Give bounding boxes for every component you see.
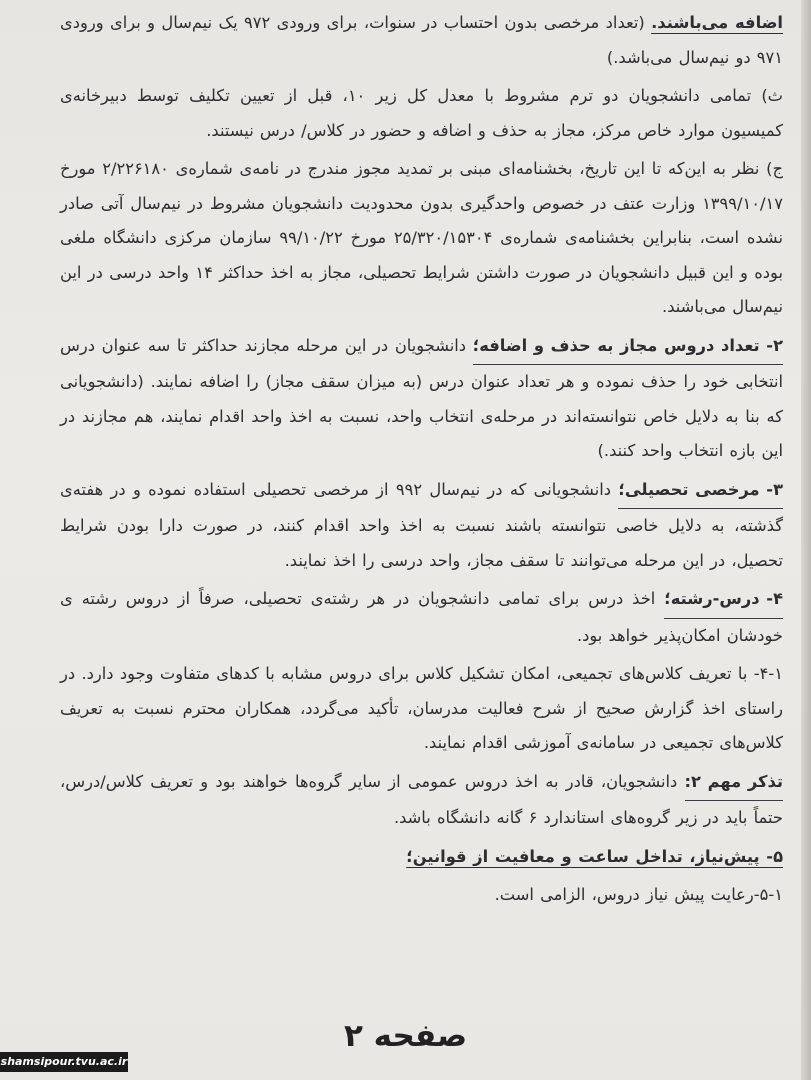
section-4	[60, 582, 783, 653]
intro-text: (تعداد مرخصی بدون احتساب در سنوات، برای ورودی ۹۷۲ یک نیم‌سال و برای ورودی ۹۷۱ دو نیم‌سال می‌باشد.)	[60, 13, 783, 67]
paragraph-th-text: ث) تمامی دانشجویان دو ترم مشروط با معدل کل زیر ۱۰، قبل از تعیین تکلیف توسط دبیرخانه‌ی کمیسیون موارد خاص مرکز، مجاز به حذف و اضافه و حضور در کلاس/ درس نیستند.	[60, 86, 783, 140]
section-4-text: اخذ درس برای تمامی دانشجویان در هر رشته‌ی تحصیلی، صرفاً از دروس رشته ی خودشان امکان‌پذیر خواهد بود.	[60, 589, 783, 645]
section-3	[60, 473, 783, 579]
paragraph-th	[60, 79, 783, 148]
document-body	[60, 6, 783, 917]
section-3-text: دانشجویانی که در نیم‌سال ۹۹۲ از مرخصی تحصیلی استفاده نموده و در هفته‌ی گذشته، به دلایل خاصی نتوانسته باشند نسبت به اخذ واحد اقدام کنند، در صورت دارا بودن شرایط تحصیل، در این مرحله می‌توانند تا سقف مجاز، واحد درسی را اخذ نمایند.	[60, 479, 783, 570]
section-5	[60, 840, 783, 875]
section-2	[60, 329, 783, 469]
paragraph-j-text: ج) نظر به این‌که تا این تاریخ، بخشنامه‌ای مبنی بر تمدید مجوز مندرج در نامه‌ی شماره‌ی ۲/۲۲۶۱۸۰ مورخ ۱۳۹۹/۱۰/۱۷ وزارت عتف در خصوص واحدگیری بدون محدودیت دانشجویان مشروط در نیم‌سال آتی صادر نشده است، بنابراین بخشنامه‌ی شماره‌ی ۲۵/۳۲۰/۱۵۳۰۴ مورخ ۹۹/۱۰/۲۲ سازمان مرکزی دانشگاه ملغی بوده و این قبیل دانشجویان در صورت داشتن شرایط تحصیلی، مجاز به اخذ حداکثر ۱۴ واحد درسی در این نیم‌سال می‌باشند.	[60, 159, 783, 316]
section-2-text: دانشجویان در این مرحله مجازند حداکثر تا سه عنوان درس انتخابی خود را حذف نموده و هر تعداد عنوان درس (به میزان سقف مجاز) را اضافه نمایند. (دانشجویانی که بنا به دلایل خاص نتوانسته‌اند در مرحله‌ی انتخاب واحد، نسبت به اخذ واحد اقدام نمایند، هم مجازند در این بازه انتخاب واحد کنند.)	[60, 335, 783, 460]
section-4-1	[60, 657, 783, 761]
paragraph-j	[60, 152, 783, 325]
intro-lead: اضافه می‌باشند.	[651, 13, 784, 32]
note-2-text: دانشجویان، قادر به اخذ دروس عمومی از سایر گروه‌ها خواهند بود و تعریف کلاس/درس، حتماً باید در زیر گروه‌های استاندارد ۶ گانه دانشگاه باشد.	[60, 771, 783, 827]
section-5-1-text: ۵-۱-رعایت پیش نیاز دروس، الزامی است.	[494, 885, 783, 904]
paragraph-intro	[60, 6, 783, 75]
section-5-heading: ۵- پیش‌نیاز، تداخل ساعت و معافیت از قوانین؛	[406, 846, 783, 866]
section-2-heading: ۲- تعداد دروس مجاز به حذف و اضافه؛	[473, 329, 783, 366]
section-4-heading: ۴- درس-رشته؛	[664, 582, 783, 619]
site-watermark: shamsipour.tvu.ac.ir	[0, 1052, 128, 1072]
section-4-1-text: ۴-۱- با تعریف کلاس‌های تجمیعی، امکان تشکیل کلاس برای دروس مشابه با کدهای متفاوت وجود دارد. در راستای اخذ گزارش صحیح از شرح فعالیت مدرسان، تأکید می‌گردد، همکاران محترم نسبت به تعریف کلاس‌های تجمیعی در سامانه‌ی آموزشی اقدام نمایند.	[60, 664, 783, 752]
page-number: صفحه ۲	[343, 1018, 468, 1054]
note-2	[60, 765, 783, 836]
note-2-heading: تذکر مهم ۲:	[685, 765, 784, 802]
section-3-heading: ۳- مرخصی تحصیلی؛	[618, 473, 783, 510]
section-5-1	[60, 878, 783, 913]
